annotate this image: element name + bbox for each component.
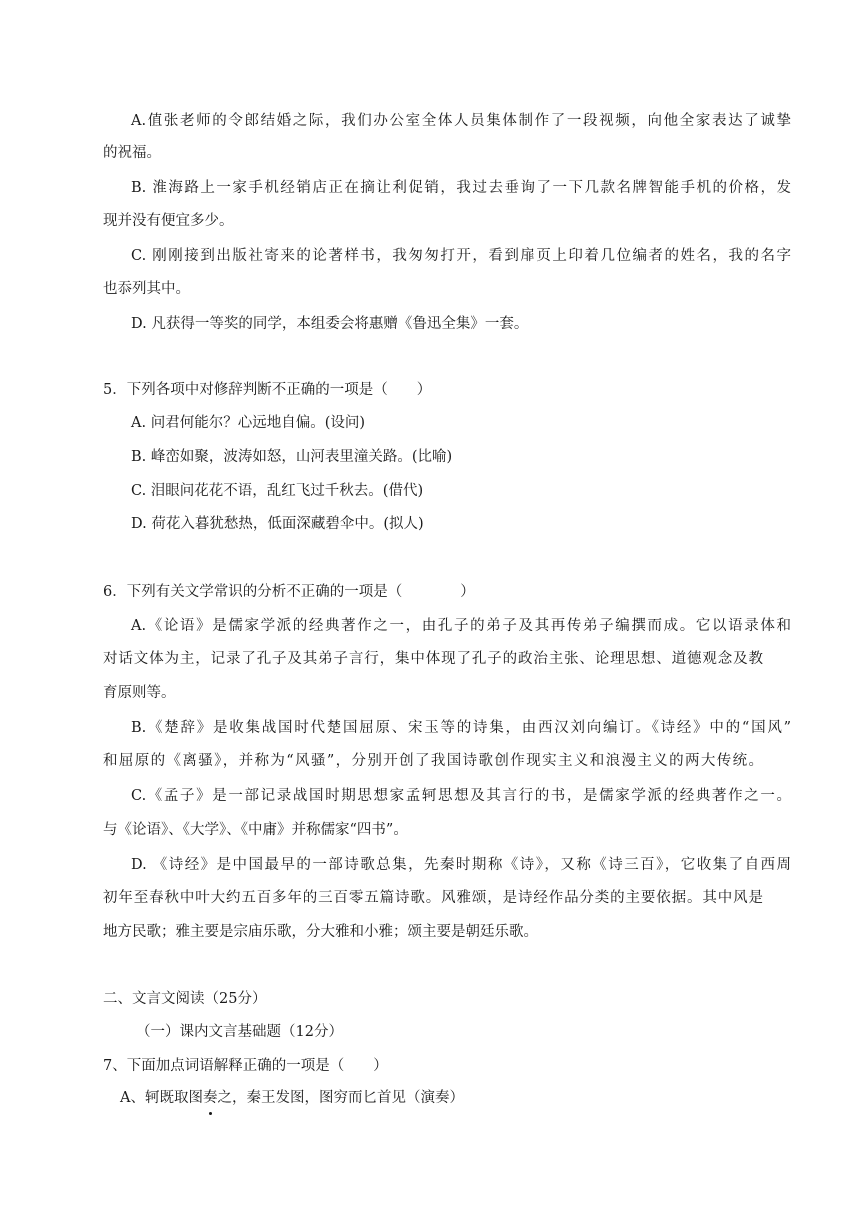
q4-option-c-line1: C. 刚刚接到出版社寄来的论著样书，我匆匆打开，看到扉页上印着几位编者的姓名，我的名字 — [131, 248, 791, 264]
q5-option-c: C. 泪眼问花花不语，乱红飞过千秋去。(借代) — [131, 483, 424, 499]
section-heading: 二、文言文阅读（25分） — [103, 991, 267, 1007]
subsection-heading: （一）课内文言基础题（12分） — [136, 1024, 343, 1040]
q6-stem: 6．下列有关文学常识的分析不正确的一项是（ ） — [103, 584, 475, 600]
q7-option-a-suffix: 之，秦王发图，图穷而匕首见（演奏） — [217, 1090, 464, 1106]
q4-option-d: D. 凡获得一等奖的同学，本组委会将惠赠《鲁迅全集》一套。 — [131, 316, 529, 332]
emphasized-character: 奏 — [202, 1090, 218, 1106]
q6-option-d-line3: 地方民歌；雅主要是宗庙乐歌，分大雅和小雅；颂主要是朝廷乐歌。 — [103, 924, 538, 940]
q6-option-c-line1: C.《孟子》是一部记录战国时期思想家孟轲思想及其言行的书，是儒家学派的经典著作之一。 — [131, 788, 791, 804]
q6-option-d-line2: 初年至春秋中叶大约五百多年的三百零五篇诗歌。风雅颂，是诗经作品分类的主要依据。其中风是 — [103, 890, 763, 906]
q5-option-d: D. 荷花入暮犹愁热，低面深藏碧伞中。(拟人) — [131, 516, 424, 532]
q6-option-a-line1: A.《论语》是儒家学派的经典著作之一，由孔子的弟子及其再传弟子编撰而成。它以语录体和 — [131, 618, 791, 634]
q7-stem: 7、下面加点词语解释正确的一项是（ ） — [103, 1058, 388, 1074]
q7-option-a-prefix: A、轲既取图 — [120, 1090, 203, 1106]
q6-option-c-line2: 与《论语》、《大学》、《中庸》并称儒家“四书”。 — [103, 822, 408, 838]
q4-option-a-line1: A.值张老师的令郎结婚之际，我们办公室全体人员集体制作了一段视频，向他全家表达了诚挚 — [131, 113, 791, 129]
q6-option-d-line1: D. 《诗经》是中国最早的一部诗歌总集，先秦时期称《诗》，又称《诗三百》，它收集了自西周 — [131, 857, 791, 873]
q6-option-a-line2: 对话文体为主，记录了孔子及其弟子言行，集中体现了孔子的政治主张、论理思想、道德观念及教 — [103, 651, 763, 667]
q6-option-b-line1: B.《楚辞》是收集战国时代楚国屈原、宋玉等的诗集，由西汉刘向编订。《诗经》中的“国风” — [131, 720, 791, 736]
q4-option-b-line2: 现并没有便宜多少。 — [103, 213, 234, 229]
q6-option-b-line2: 和屈原的《离骚》，并称为“风骚”，分别开创了我国诗歌创作现实主义和浪漫主义的两大传统。 — [103, 753, 763, 769]
q5-stem: 5．下列各项中对修辞判断不正确的一项是（ ） — [103, 382, 432, 398]
q6-option-a-line3: 育原则等。 — [103, 685, 176, 701]
q7-option-a — [120, 1088, 780, 1108]
q4-option-a-line2: 的祝福。 — [103, 145, 161, 161]
q4-option-c-line2: 也忝列其中。 — [103, 281, 190, 297]
q5-option-b: B. 峰峦如聚，波涛如怒，山河表里潼关路。(比喻) — [131, 449, 453, 465]
q5-option-a: A. 问君何能尔？心远地自偏。(设问) — [131, 415, 366, 431]
q4-option-b-line1: B. 淮海路上一家手机经销店正在摘让利促销，我过去垂询了一下几款名牌智能手机的价格，发 — [131, 180, 791, 196]
